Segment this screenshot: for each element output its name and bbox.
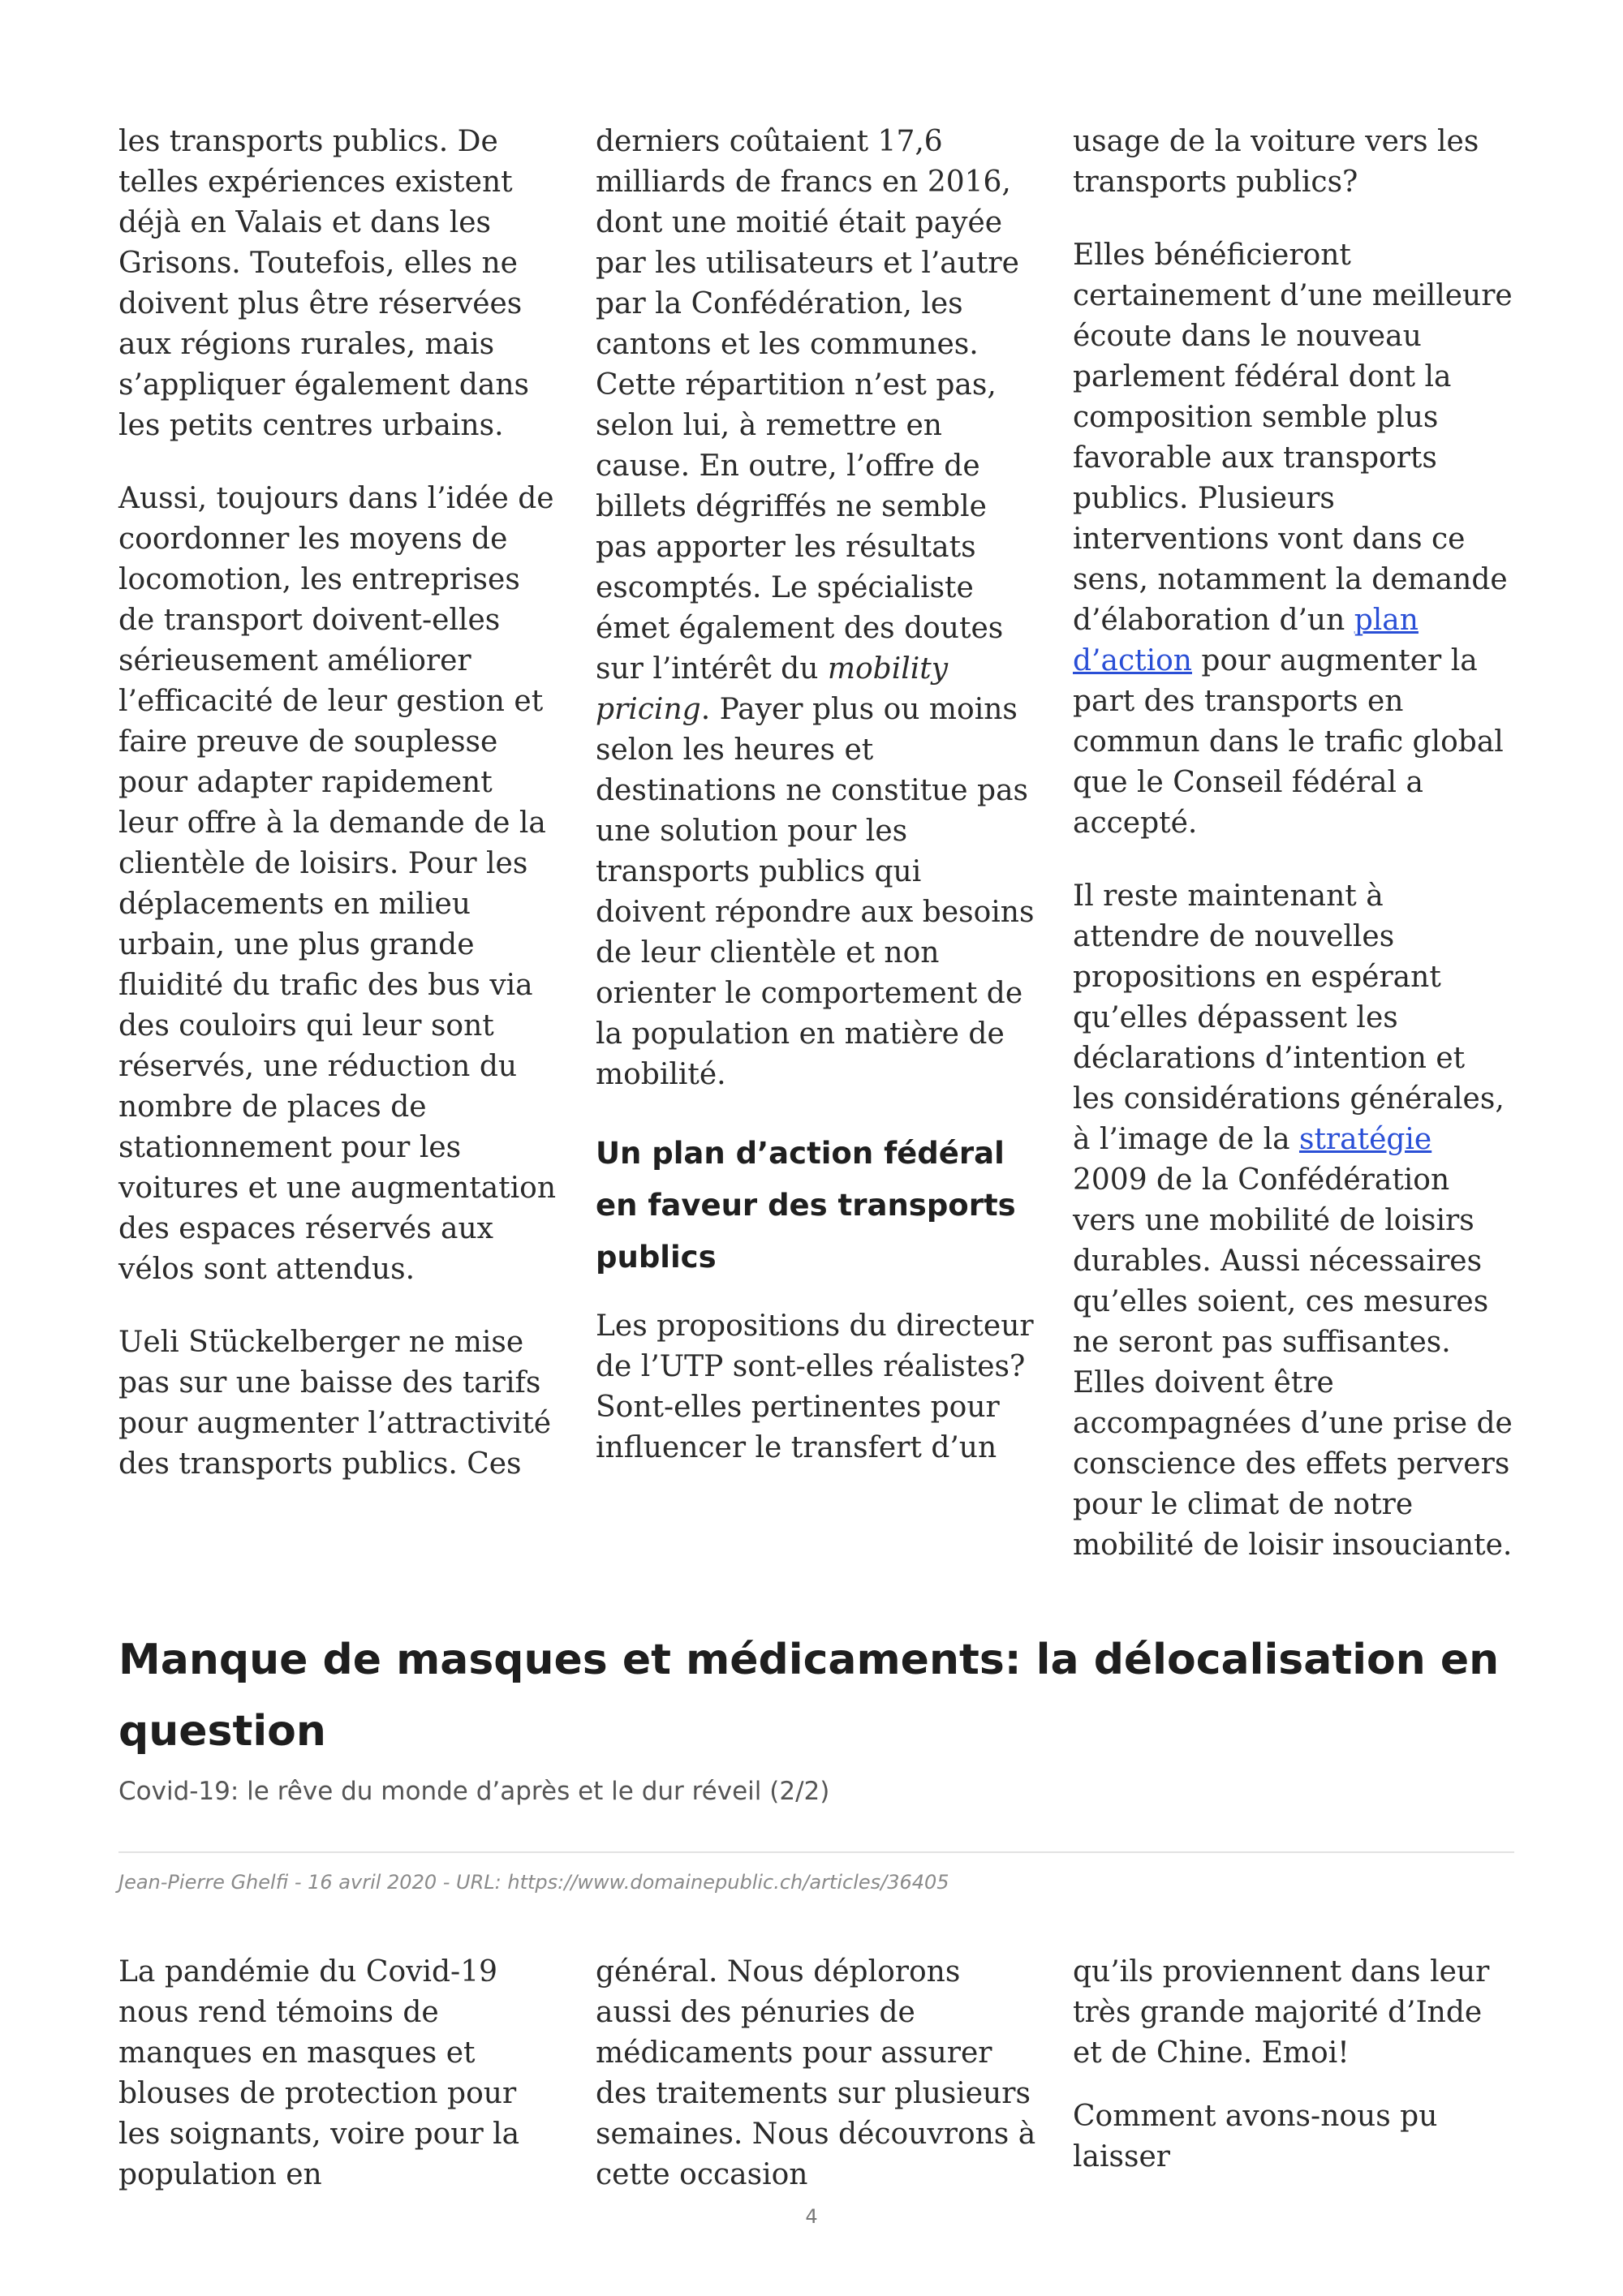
emphasized-term: mobility pricing: [596, 652, 949, 726]
paragraph: général. Nous déplorons aussi des pénuries de médicaments pour assurer des traitements sur plusieurs semaines. Nous découvrons à cette occasion: [596, 1955, 1036, 2191]
paragraph: Comment avons-nous pu laisser: [1073, 2100, 1438, 2173]
article-header: [118, 1624, 1514, 1809]
paragraph: Aussi, toujours dans l’idée de coordonner les moyens de locomotion, les entreprises de transport doivent-elles sérieusement améliorer l’efficacité de leur gestion et faire preuve de souplesse pour adapter rapidement leur offre à la demande de la clientèle de loisirs. Pour les déplacements en milieu urbain, une plus grande fluidité du trafic des bus via des couloirs qui leur sont réservés, une réduction du nombre de places de stationnement pour les voitures et une augmentation des espaces réservés aux vélos sont attendus.: [118, 482, 557, 1286]
text-column-2: [596, 1952, 1037, 2195]
paragraph: qu’ils proviennent dans leur très grande majorité d’Inde et de Chine. Emoi!: [1073, 1955, 1490, 2070]
paragraph-text: Elles bénéficieront certainement d’une meilleure écoute dans le nouveau parlement fédéral dont la composition semble plus favorable aux transports publics. Plusieurs interventions vont dans ce sens, notamment la demande d’élaboration d’un: [1073, 239, 1513, 637]
paragraph: [1073, 876, 1514, 1566]
text-column-1: [118, 1952, 560, 2195]
plan-action-link[interactable]: plan d’action: [1073, 604, 1419, 677]
paragraph-text: pour augmenter la part des transports en commun dans le trafic global que le Conseil fédéral a accepté.: [1073, 644, 1504, 840]
text-column-3: [1073, 122, 1514, 1566]
page-number: 4: [805, 2205, 818, 2228]
paragraph-text: Il reste maintenant à attendre de nouvelles propositions en espérant qu’elles dépassent les déclarations d’intention et les considérations générales, à l’image de la: [1073, 879, 1505, 1156]
divider: [118, 1851, 1514, 1853]
text-column-1: [118, 122, 560, 1566]
article-title: Manque de masques et médicaments: la délocalisation en question: [118, 1636, 1500, 1756]
paragraph: La pandémie du Covid-19 nous rend témoins de manques en masques et blouses de protection pour les soignants, voire pour la population en: [118, 1955, 520, 2191]
paragraph: [1073, 235, 1514, 844]
paragraph: les transports publics. De telles expériences existent déjà en Valais et dans les Grisons. Toutefois, elles ne doivent plus être réservées aux régions rurales, mais s’appliquer également dans les petits centres urbains.: [118, 125, 530, 442]
paragraph: [596, 122, 1037, 1095]
text-column-2: [596, 122, 1037, 1566]
previous-article-continuation: [118, 122, 1514, 1566]
paragraph-text: 2009 de la Confédération vers une mobilité de loisirs durables. Aussi nécessaires qu’elles soient, ces mesures ne seront pas suffisantes. Elles doivent être accompagnées d’une prise de conscience des effets pervers pour le climat de notre mobilité de loisir insouciante.: [1073, 1163, 1513, 1562]
text-column-3: [1073, 1952, 1514, 2195]
section-heading: Un plan d’action fédéral en faveur des transports publics: [596, 1136, 1016, 1275]
article-body: [118, 1952, 1514, 2195]
paragraph: Les propositions du directeur de l’UTP sont-elles réalistes? Sont-elles pertinentes pour influencer le transfert d’un: [596, 1309, 1034, 1464]
article-byline: Jean-Pierre Ghelfi - 16 avril 2020 - URL: https://www.domainepublic.ch/articles/36405: [118, 1871, 949, 1894]
article-subtitle: Covid-19: le rêve du monde d’après et le dur réveil (2/2): [118, 1777, 830, 1806]
strategie-link[interactable]: stratégie: [1298, 1123, 1432, 1156]
paragraph: Ueli Stückelberger ne mise pas sur une baisse des tarifs pour augmenter l’attractivité des transports publics. Ces: [118, 1326, 552, 1481]
paragraph-text: derniers coûtaient 17,6 milliards de francs en 2016, dont une moitié était payée par les utilisateurs et l’autre par la Confédération, les cantons et les communes. Cette répartition n’est pas, selon lui, à remettre en cause. En outre, l’offre de billets dégriffés ne semble pas apporter les résultats escomptés. Le spécialiste émet également des doutes sur l’intérêt du: [596, 125, 1019, 686]
paragraph-text: . Payer plus ou moins selon les heures et destinations ne constitue pas une solution pour les transports publics qui doivent répondre aux besoins de leur clientèle et non orienter le comportement de la population en matière de mobilité.: [596, 693, 1035, 1091]
paragraph: usage de la voiture vers les transports publics?: [1073, 125, 1479, 199]
